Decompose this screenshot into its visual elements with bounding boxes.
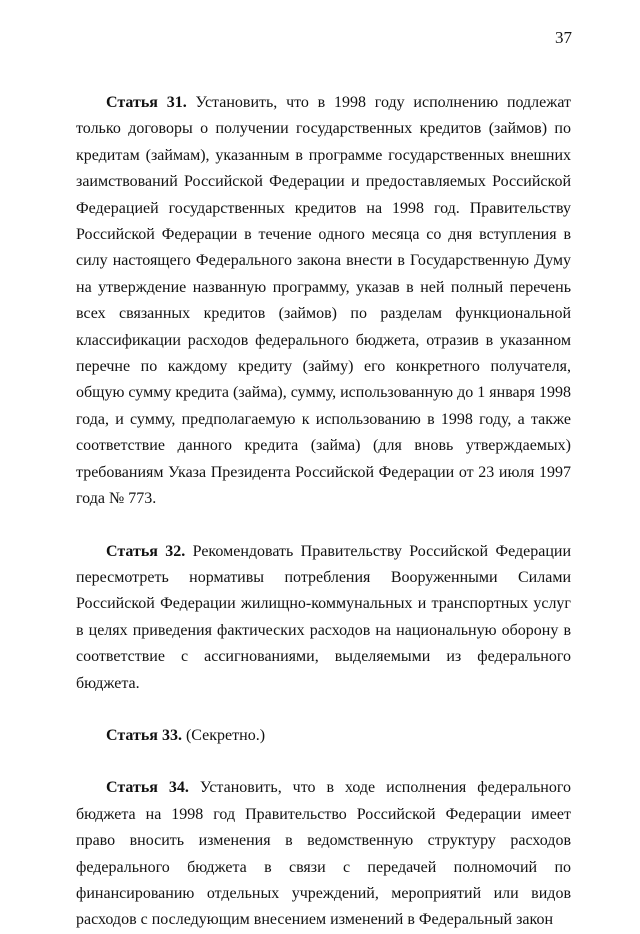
article-34-label: Статья 34. [106,779,189,797]
article-31-label: Статья 31. [106,94,187,111]
article-32-text: Рекомендовать Правительству Российской Федерации пересмотреть нормативы потребления Вооруженными Силами Российской Федерации жилищно-коммунальных и транспортных услуг в целях приведения фактических расходов на национальную оборону в соответствие с ассигнованиями, выделяемыми из федерального бюджета. [76,542,572,692]
article-34-text: Установить, что в ходе исполнения федерального бюджета на 1998 год Правительство Российской Федерации имеет право вносить изменения в ведомственную структуру расходов федерального бюджета в связи с передачей полномочий по финансированию отдельных учреждений, мероприятий или видов расходов с последующим внесением изменений в Федеральный закон [76,779,572,929]
article-31-paragraph [76,90,571,513]
article-32-label: Статья 32. [106,542,186,560]
page-number: 37 [555,28,572,47]
article-34-paragraph [76,775,571,933]
article-31-text: Установить, что в 1998 году исполнению подлежат только договоры о получении государственных кредитов (займов) по кредитам (займам), указанным в программе государственных внешних заимствований Российской Федерации и предоставляемых Российской Федерацией государственных кредитов на 1998 год. Правительству Российской Федерации в течение одного месяца со дня вступления в силу настоящего Федерального закона внести в Государственную Думу на утверждение названную программу, указав в ней полный перечень всех связанных кредитов (займов) по разделам функциональной классификации расходов федерального бюджета, отразив в указанном перечне по каждому кредиту (займу) его конкретного получателя, общую сумму кредита (займа), сумму, использованную до 1 января 1998 года, и сумму, предполагаемую к использованию в 1998 году, а также соответствие данного кредита (займа) (для вновь утверждаемых) требованиям Указа Президента Российской Федерации от 23 июля 1997 года № 773. [76,94,572,508]
article-33-label: Статья 33. [106,726,182,744]
article-33-paragraph [76,723,571,749]
article-33-text: (Секретно.) [185,726,266,744]
document-body [76,90,571,934]
article-32-paragraph [76,539,571,697]
